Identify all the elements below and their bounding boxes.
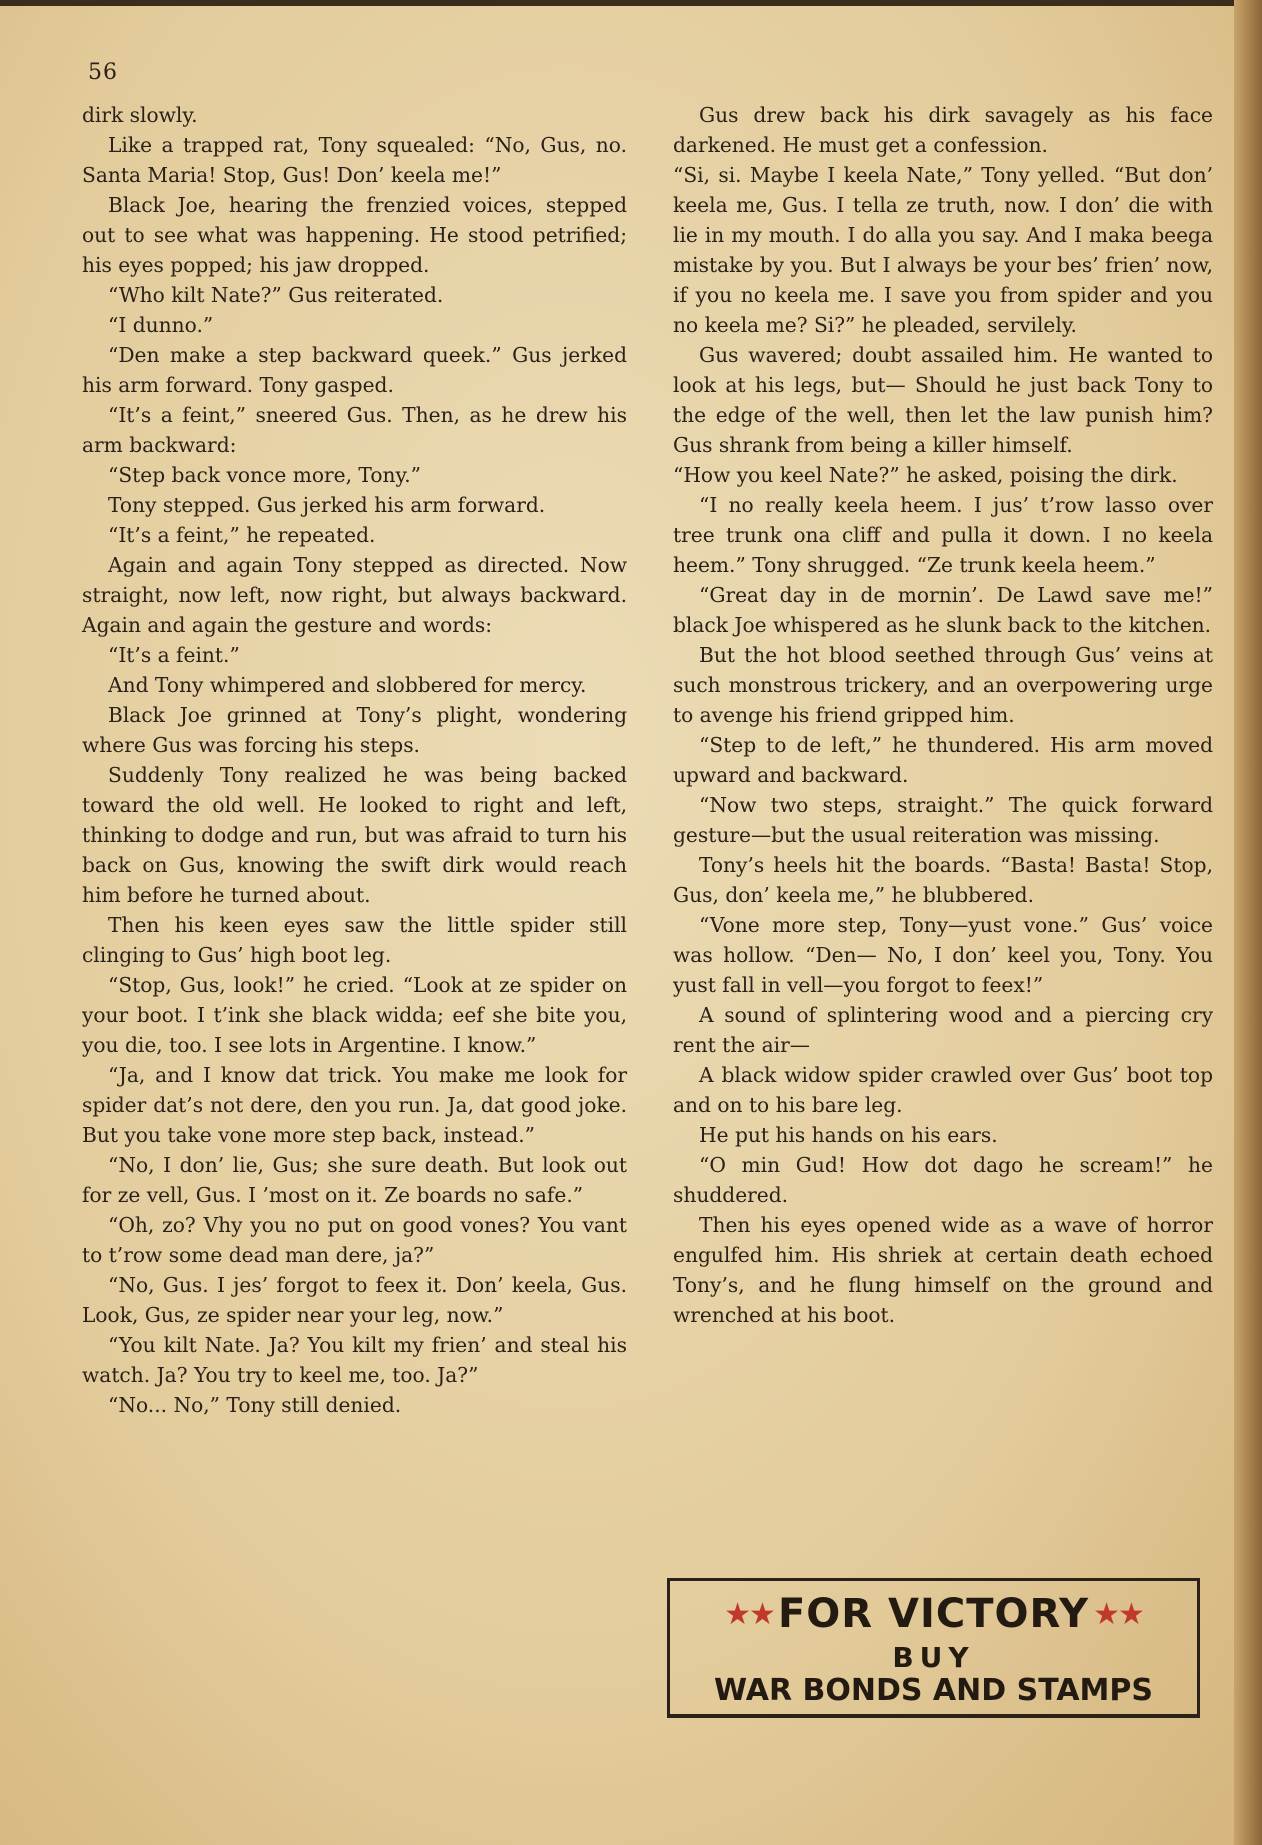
paragraph: “It’s a feint,” sneered Gus. Then, as he drew his arm backward:: [82, 403, 627, 457]
star-icon-left: ★★: [724, 1596, 774, 1632]
paragraph: Black Joe grinned at Tony’s plight, wondering where Gus was forcing his steps.: [82, 703, 627, 757]
ad-line-buy: BUY: [892, 1641, 975, 1674]
ad-line-for-victory: FOR VICTORY: [777, 1591, 1090, 1637]
paragraph: “Den make a step backward queek.” Gus jerked his arm forward. Tony gasped.: [82, 343, 627, 397]
paragraph: “You kilt Nate. Ja? You kilt my frien’ and steal his watch. Ja? You try to keel me, too. Ja?”: [82, 1333, 627, 1387]
left-text-column: [82, 100, 627, 1420]
paragraph: “It’s a feint,” he repeated.: [108, 523, 376, 547]
paragraph: Tony stepped. Gus jerked his arm forward.: [108, 493, 546, 517]
paragraph: “Vone more step, Tony—yust vone.” Gus’ voice was hollow. “Den— No, I don’ keel you, Tony. You yust fall in vell—you forgot to feex!”: [673, 913, 1213, 997]
paragraph: “Who kilt Nate?” Gus reiterated.: [108, 283, 444, 307]
paragraph: Suddenly Tony realized he was being backed toward the old well. He looked to right and left, thinking to dodge and run, but was afraid to turn his back on Gus, knowing the swift dirk would reach him before he turned about.: [82, 763, 627, 907]
paragraph: Gus drew back his dirk savagely as his face darkened. He must get a confession.: [673, 103, 1213, 157]
paragraph: A black widow spider crawled over Gus’ boot top and on to his bare leg.: [673, 1063, 1213, 1117]
paragraph: “I no really keela heem. I jus’ t’row lasso over tree trunk ona cliff and pulla it down. I no keela heem.” Tony shrugged. “Ze trunk keela heem.”: [673, 493, 1213, 577]
war-bonds-advertisement: [667, 1578, 1200, 1718]
paragraph: And Tony whimpered and slobbered for mercy.: [108, 673, 587, 697]
paragraph: “It’s a feint.”: [108, 643, 240, 667]
ad-line-war-bonds: WAR BONDS AND STAMPS: [713, 1673, 1153, 1708]
paragraph: Like a trapped rat, Tony squealed: “No, Gus, no. Santa Maria! Stop, Gus! Don’ keela me!”: [82, 133, 627, 187]
paragraph: “No... No,” Tony still denied.: [108, 1393, 402, 1417]
paragraph: He put his hands on his ears.: [699, 1123, 998, 1147]
paragraph: A sound of splintering wood and a piercing cry rent the air—: [673, 1003, 1213, 1057]
paragraph: Tony’s heels hit the boards. “Basta! Basta! Stop, Gus, don’ keela me,” he blubbered.: [673, 853, 1213, 907]
paragraph: Again and again Tony stepped as directed. Now straight, now left, now right, but always backward. Again and again the gesture and words:: [82, 553, 627, 637]
paragraph: “I dunno.”: [108, 313, 214, 337]
paragraph: “No, I don’ lie, Gus; she sure death. But look out for ze vell, Gus. I ’most on it. Ze boards no safe.”: [82, 1153, 627, 1207]
page-top-edge: [0, 0, 1262, 6]
ad-headline: [670, 1591, 1197, 1637]
page-number: 56: [88, 60, 118, 85]
right-text-column: [673, 100, 1213, 1330]
paragraph: Then his eyes opened wide as a wave of horror engulfed him. His shriek at certain death echoed Tony’s, and he flung himself on the ground and wrenched at his boot.: [673, 1213, 1213, 1327]
paragraph: But the hot blood seethed through Gus’ veins at such monstrous trickery, and an overpowering urge to avenge his friend gripped him.: [673, 643, 1213, 727]
paragraph: “Now two steps, straight.” The quick forward gesture—but the usual reiteration was missing.: [673, 793, 1213, 847]
star-icon-right: ★★: [1093, 1596, 1143, 1632]
paragraph: Then his keen eyes saw the little spider still clinging to Gus’ high boot leg.: [82, 913, 627, 967]
paragraph: “Oh, zo? Vhy you no put on good vones? You vant to t’row some dead man dere, ja?”: [82, 1213, 627, 1267]
paragraph: “Si, si. Maybe I keela Nate,” Tony yelled. “But don’ keela me, Gus. I tella ze truth, now. I don’ die with lie in my mouth. I do alla you say. And I maka beega mistake by you. But I always be your bes’ frien’ now, if you no keela me. I save you from spider and you no keela me? Si?” he pleaded, servilely.: [673, 163, 1213, 337]
paragraph: Black Joe, hearing the frenzied voices, stepped out to see what was happening. He stood petrified; his eyes popped; his jaw dropped.: [82, 193, 627, 277]
paragraph: dirk slowly.: [82, 103, 198, 127]
paragraph: “No, Gus. I jes’ forgot to feex it. Don’ keela, Gus. Look, Gus, ze spider near your leg, now.”: [82, 1273, 627, 1327]
paragraph: “Ja, and I know dat trick. You make me look for spider dat’s not dere, den you run. Ja, dat good joke. But you take vone more step back, instead.”: [82, 1063, 627, 1147]
page-binding-edge: [1234, 0, 1262, 1845]
paragraph: “Great day in de mornin’. De Lawd save me!” black Joe whispered as he slunk back to the kitchen.: [673, 583, 1213, 637]
paragraph: “How you keel Nate?” he asked, poising the dirk.: [673, 463, 1178, 487]
paragraph: “Step to de left,” he thundered. His arm moved upward and backward.: [673, 733, 1213, 787]
paragraph: “O min Gud! How dot dago he scream!” he shuddered.: [673, 1153, 1213, 1207]
paragraph: “Step back vonce more, Tony.”: [108, 463, 421, 487]
paragraph: “Stop, Gus, look!” he cried. “Look at ze spider on your boot. I t’ink she black widda; eef she bite you, you die, too. I see lots in Argentine. I know.”: [82, 973, 627, 1057]
paragraph: Gus wavered; doubt assailed him. He wanted to look at his legs, but— Should he just back Tony to the edge of the well, then let the law punish him? Gus shrank from being a killer himself.: [673, 343, 1213, 457]
